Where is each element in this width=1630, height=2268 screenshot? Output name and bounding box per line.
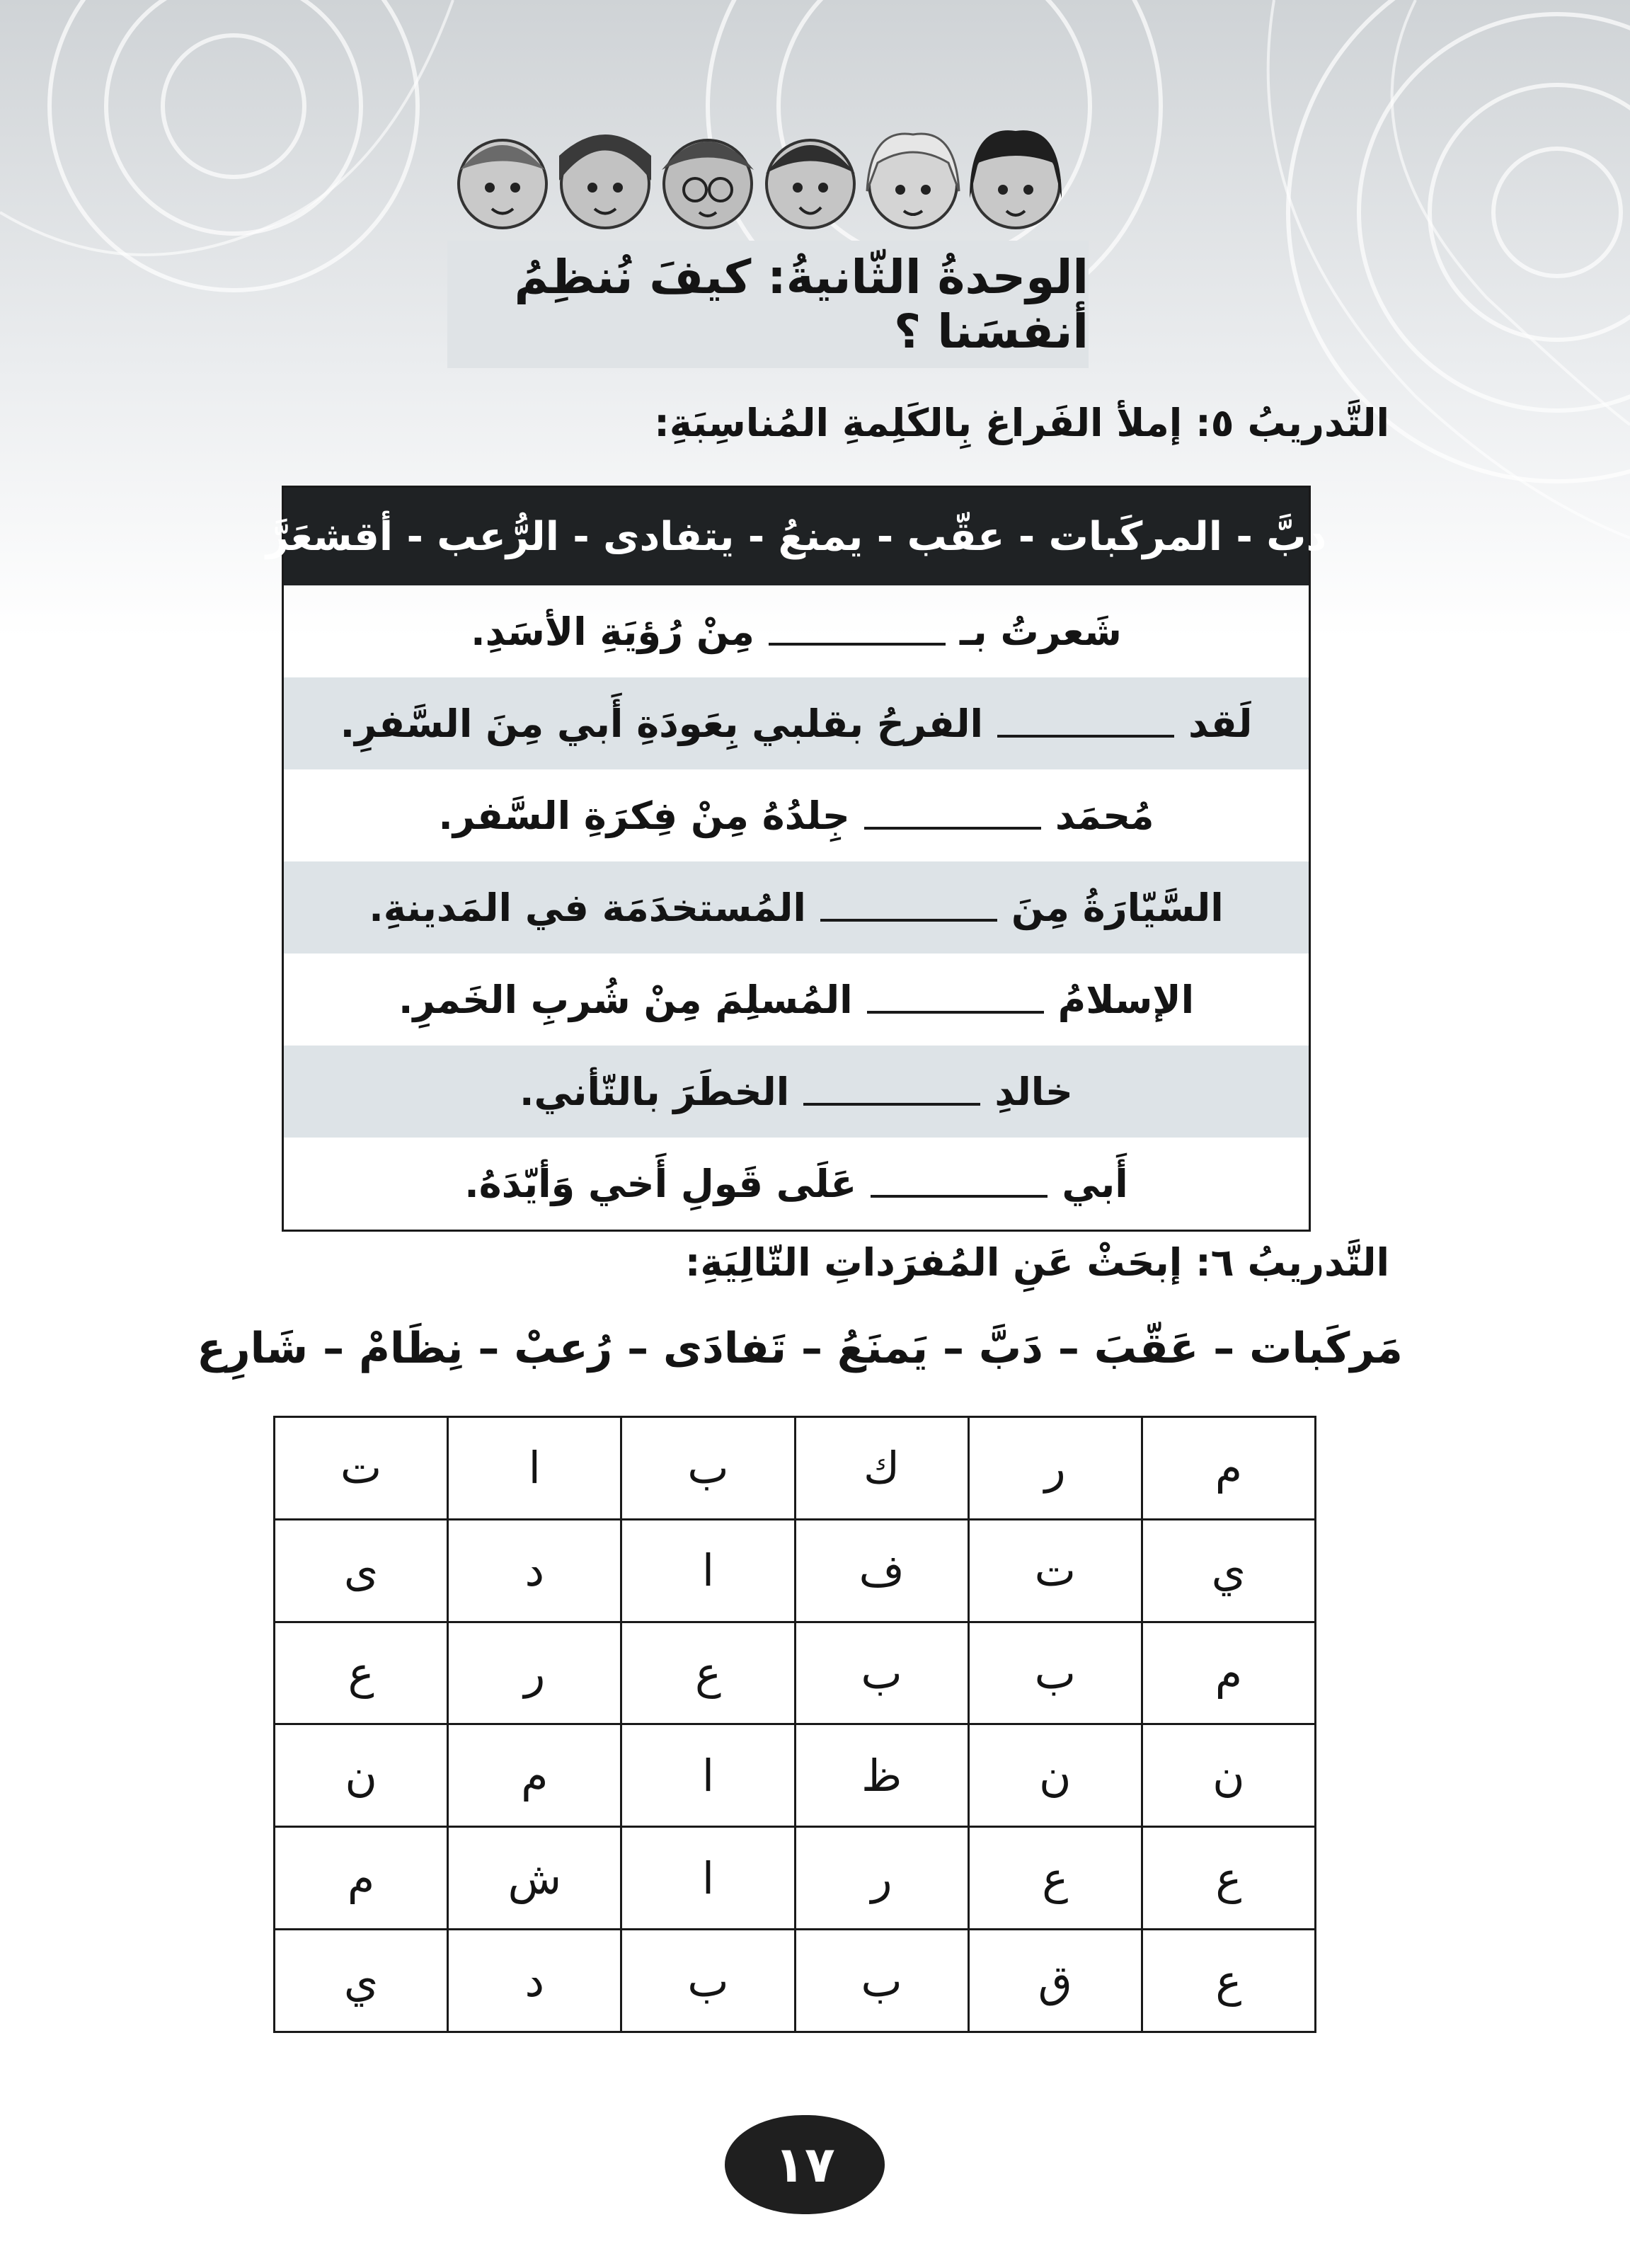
sentence-start: مُحمَد bbox=[1055, 793, 1154, 838]
answer-blank[interactable] bbox=[803, 1077, 980, 1106]
grid-cell[interactable]: ع bbox=[1142, 1930, 1315, 2032]
sentence-row bbox=[284, 1046, 1309, 1138]
grid-row bbox=[275, 1930, 1316, 2032]
grid-row bbox=[275, 1724, 1316, 1827]
grid-cell[interactable]: ر bbox=[968, 1417, 1142, 1520]
grid-cell[interactable]: ب bbox=[795, 1930, 968, 2032]
grid-cell[interactable]: ع bbox=[275, 1622, 448, 1724]
exercise-5-sentences bbox=[284, 585, 1309, 1230]
grid-cell[interactable]: ي bbox=[275, 1930, 448, 2032]
grid-row bbox=[275, 1827, 1316, 1930]
grid-row bbox=[275, 1519, 1316, 1622]
answer-blank[interactable] bbox=[871, 1169, 1048, 1198]
grid-cell[interactable]: ن bbox=[968, 1724, 1142, 1827]
grid-cell[interactable]: ى bbox=[275, 1519, 448, 1622]
unit-title-banner bbox=[447, 241, 1089, 368]
sentence-start: شَعرتُ بـ bbox=[959, 609, 1122, 654]
grid-cell[interactable]: ب bbox=[621, 1930, 795, 2032]
sentence-row bbox=[284, 585, 1309, 677]
sentence-end: المُستخدَمَة في المَدينةِ. bbox=[369, 885, 806, 930]
grid-cell[interactable]: ك bbox=[795, 1417, 968, 1520]
grid-cell[interactable]: ت bbox=[275, 1417, 448, 1520]
grid-cell[interactable]: ظ bbox=[795, 1724, 968, 1827]
exercise-6-title: التَّدريبُ ٦: إبحَثْ عَنِ المُفرَداتِ التّالِيَةِ: bbox=[684, 1240, 1389, 1285]
grid-row bbox=[275, 1622, 1316, 1724]
answer-blank[interactable] bbox=[867, 985, 1044, 1014]
grid-cell[interactable]: م bbox=[448, 1724, 621, 1827]
grid-cell[interactable]: ن bbox=[275, 1724, 448, 1827]
sentence-row bbox=[284, 769, 1309, 861]
sentence-row bbox=[284, 953, 1309, 1046]
page-number-badge bbox=[725, 2115, 885, 2214]
exercise-5-box bbox=[265, 486, 1327, 1232]
grid-cell[interactable]: د bbox=[448, 1930, 621, 2032]
grid-cell[interactable]: ب bbox=[621, 1417, 795, 1520]
grid-cell[interactable]: ع bbox=[968, 1827, 1142, 1930]
grid-cell[interactable]: ن bbox=[1142, 1724, 1315, 1827]
grid-cell[interactable]: ع bbox=[621, 1622, 795, 1724]
grid-cell[interactable]: ي bbox=[1142, 1519, 1315, 1622]
grid-cell[interactable]: ر bbox=[795, 1827, 968, 1930]
answer-blank[interactable] bbox=[997, 709, 1174, 738]
sentence-row bbox=[284, 677, 1309, 769]
page-number: ١٧ bbox=[774, 2136, 835, 2194]
answer-blank[interactable] bbox=[864, 801, 1041, 830]
unit-title: الوحدةُ الثّانيةُ: كيفَ نُنظِمُ أنفسَنا ؟ bbox=[514, 250, 1089, 359]
sentence-start: خالدِ bbox=[994, 1069, 1073, 1114]
sentence-row bbox=[284, 861, 1309, 953]
grid-cell[interactable]: م bbox=[1142, 1417, 1315, 1520]
word-bank: دبَّ - المركَبات - عقّب - يمنعُ - يتفادى - الرُّعب - أقشعَرَّ bbox=[284, 488, 1309, 585]
cartoon-children-illustration bbox=[453, 113, 1090, 248]
sentence-start: الإسلامُ bbox=[1057, 977, 1195, 1022]
sentence-end: الخطَرَ بالتّأني. bbox=[520, 1069, 790, 1114]
grid-cell[interactable]: ا bbox=[621, 1827, 795, 1930]
sentence-start: السَّيّارَةُ مِنَ bbox=[1011, 885, 1224, 930]
sentence-end: عَلَى قَولِ أَخي وَأيّدَهُ. bbox=[464, 1161, 857, 1206]
exercise-5-title: التَّدريبُ ٥: إملأ الفَراغ بِالكَلِمةِ المُناسِبَةِ: bbox=[654, 401, 1389, 445]
grid-cell[interactable]: ر bbox=[448, 1622, 621, 1724]
sentence-start: أَبي bbox=[1062, 1161, 1128, 1206]
word-search-grid bbox=[273, 1416, 1316, 2033]
search-word-list: مَركَبات – عَقّبَ – دَبَّ – يَمنَعُ – تَفادَى – رُعبْ – نِظَامْ – شَارِع bbox=[197, 1324, 1403, 1373]
sentence-end: جِلدُهُ مِنْ فِكرَةِ السَّفر. bbox=[438, 793, 850, 838]
sentence-end: الفرحُ بقلبي بِعَودَةِ أَبي مِنَ السَّفرِ. bbox=[340, 701, 984, 746]
grid-cell[interactable]: ت bbox=[968, 1519, 1142, 1622]
grid-cell[interactable]: ا bbox=[621, 1724, 795, 1827]
sentence-row bbox=[284, 1138, 1309, 1230]
answer-blank[interactable] bbox=[820, 893, 997, 922]
grid-cell[interactable]: م bbox=[1142, 1622, 1315, 1724]
grid-cell[interactable]: ب bbox=[968, 1622, 1142, 1724]
grid-cell[interactable]: ا bbox=[621, 1519, 795, 1622]
sentence-start: لَقد bbox=[1188, 701, 1253, 746]
grid-cell[interactable]: ق bbox=[968, 1930, 1142, 2032]
grid-cell[interactable]: م bbox=[275, 1827, 448, 1930]
grid-cell[interactable]: ب bbox=[795, 1622, 968, 1724]
grid-cell[interactable]: ع bbox=[1142, 1827, 1315, 1930]
grid-cell[interactable]: ا bbox=[448, 1417, 621, 1520]
grid-cell[interactable]: د bbox=[448, 1519, 621, 1622]
answer-blank[interactable] bbox=[769, 617, 946, 646]
grid-cell[interactable]: ش bbox=[448, 1827, 621, 1930]
sentence-end: مِنْ رُؤيَةِ الأسَدِ. bbox=[471, 609, 754, 654]
grid-row bbox=[275, 1417, 1316, 1520]
grid-cell[interactable]: ف bbox=[795, 1519, 968, 1622]
sentence-end: المُسلِمَ مِنْ شُربِ الخَمرِ. bbox=[398, 977, 853, 1022]
